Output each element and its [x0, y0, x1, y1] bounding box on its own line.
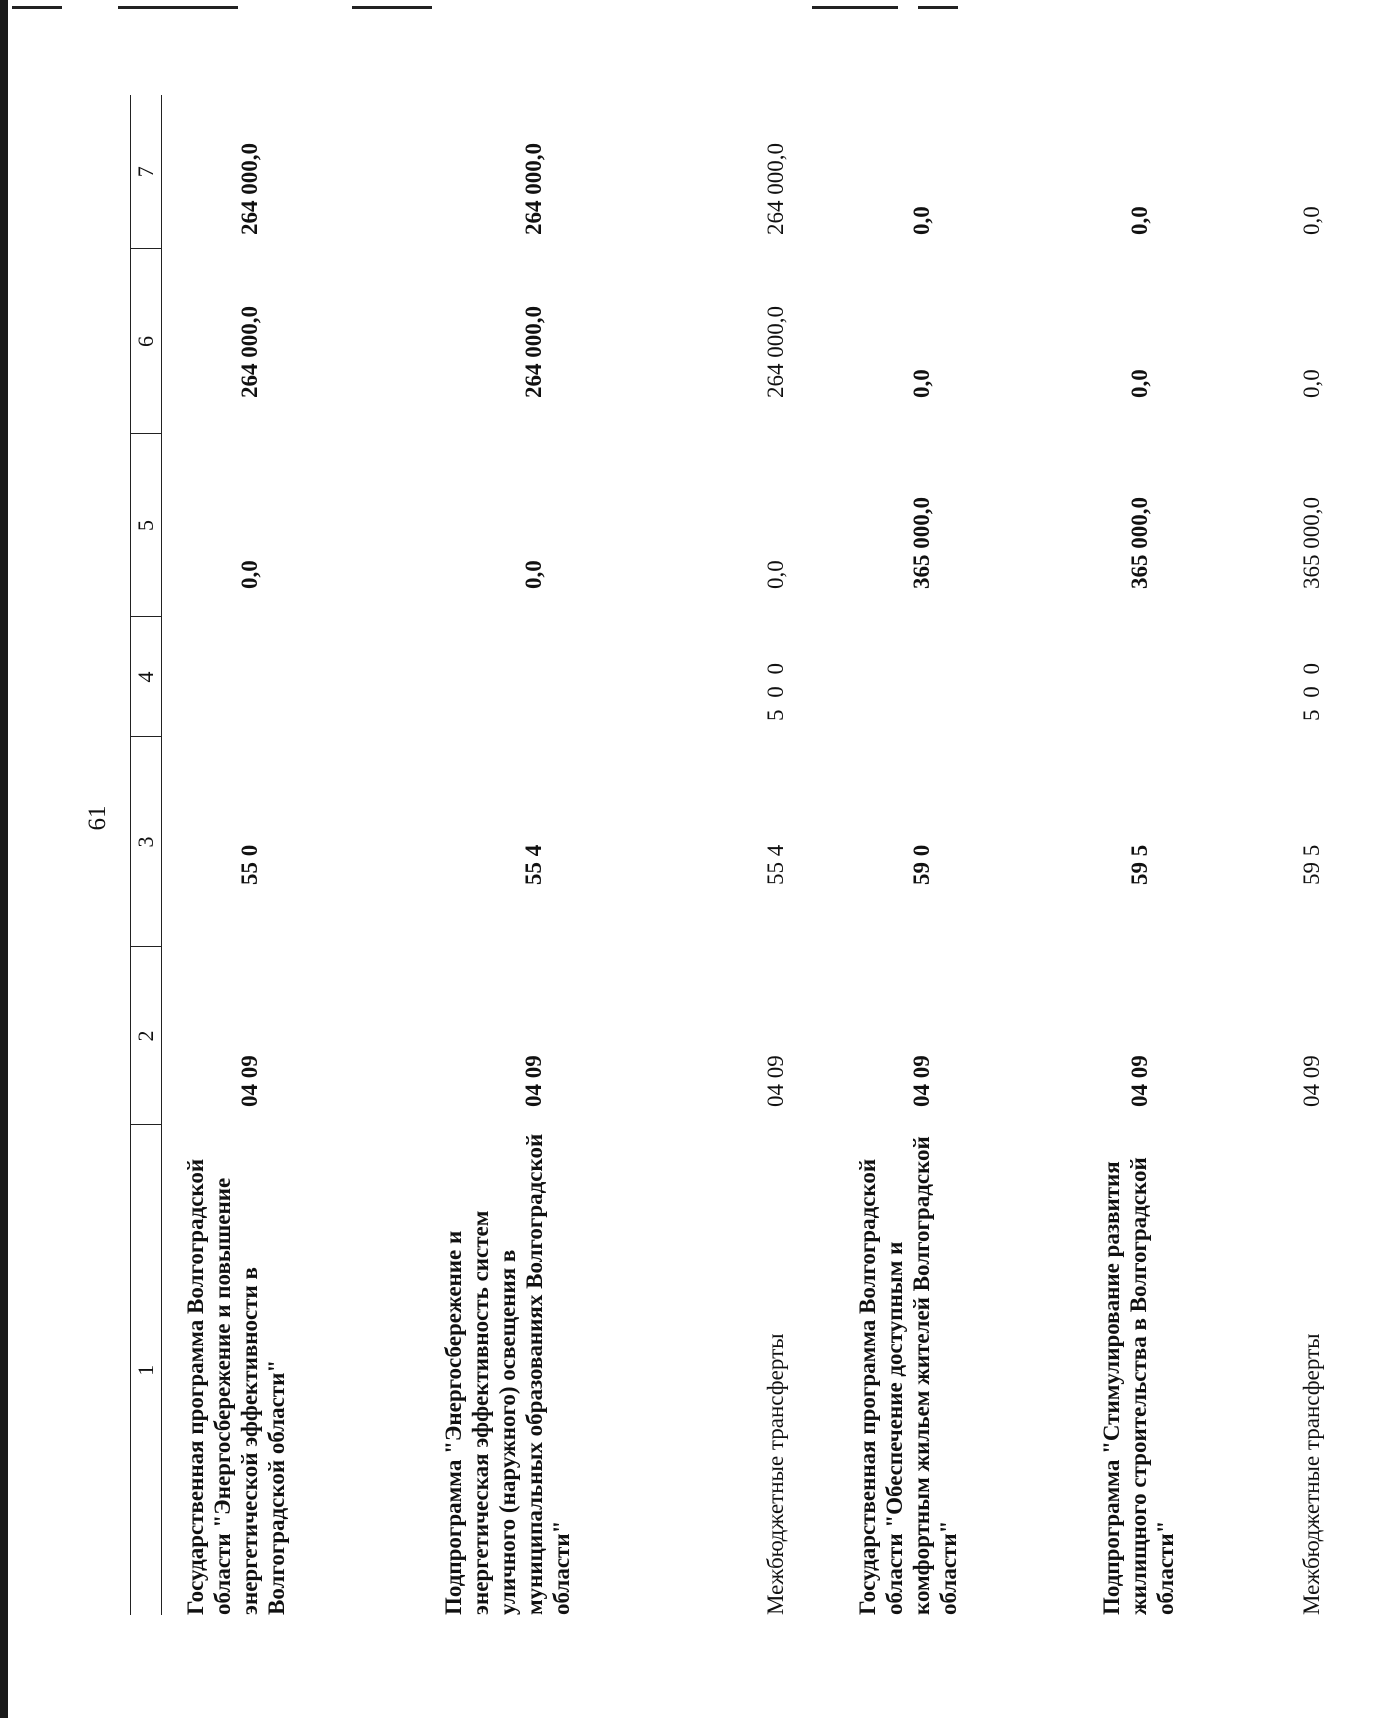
- amount-col5: 365 000,0: [909, 497, 934, 589]
- scan-top-line: [12, 6, 62, 9]
- rotated-document: [130, 95, 1324, 1615]
- amount-col7: 264 000,0: [521, 143, 546, 235]
- amount-col5: 0,0: [521, 560, 546, 589]
- table-row: [742, 95, 834, 1615]
- section-code: 04 09: [763, 1055, 788, 1107]
- table-row: [1278, 95, 1398, 1615]
- header-row: [131, 95, 162, 1615]
- expense-type: [162, 617, 421, 737]
- budget-table: [130, 95, 1398, 1615]
- table-row: [420, 95, 742, 1615]
- header-cell: 3: [131, 737, 162, 947]
- amount-col6: 0,0: [909, 369, 934, 398]
- target-code: 59 5: [1299, 844, 1324, 885]
- scan-top-line: [918, 6, 958, 9]
- amount-col7: 264 000,0: [237, 143, 262, 235]
- expense-type: 5 0 0: [1299, 660, 1324, 721]
- amount-col7: 264 000,0: [763, 143, 788, 235]
- table-row: [1078, 95, 1278, 1615]
- scan-top-line: [118, 6, 238, 9]
- header-cell: 6: [131, 249, 162, 434]
- expense-type: [834, 617, 1078, 737]
- target-code: 55 4: [521, 844, 546, 885]
- amount-col6: 264 000,0: [763, 306, 788, 398]
- row-name: Межбюджетные трансферты: [1299, 1333, 1324, 1615]
- section-code: 04 09: [1127, 1055, 1152, 1107]
- amount-col5: 365 000,0: [1299, 497, 1324, 589]
- section-code: 04 09: [909, 1055, 934, 1107]
- amount-col6: 264 000,0: [237, 306, 262, 398]
- scan-top-line: [352, 6, 432, 9]
- amount-col6: 0,0: [1127, 369, 1152, 398]
- amount-col6: 264 000,0: [521, 306, 546, 398]
- row-name: Государственная программа Волгоградской области "Обеспечение доступным и комфортным жильем жителей Волгоградской области": [855, 1136, 961, 1615]
- amount-col5: 0,0: [237, 560, 262, 589]
- header-cell: 4: [131, 617, 162, 737]
- table-row: [834, 95, 1078, 1615]
- page-number: 61: [84, 805, 111, 831]
- row-name: Подпрограмма "Стимулирование развития жилищного строительства в Волгоградской области": [1099, 1157, 1178, 1615]
- section-code: 04 09: [521, 1055, 546, 1107]
- header-cell: 1: [131, 1125, 162, 1615]
- expense-type: [420, 617, 742, 737]
- target-code: 55 0: [237, 844, 262, 885]
- amount-col6: 0,0: [1299, 369, 1324, 398]
- header-cell: 7: [131, 95, 162, 249]
- header-cell: 5: [131, 434, 162, 617]
- amount-col7: 0,0: [1299, 206, 1324, 235]
- header-cell: 2: [131, 947, 162, 1125]
- row-name: Подпрограмма "Энергосбережение и энергетическая эффективность систем уличного (наружного) освещения в муниципальных образованиях Волгоградской области": [441, 1133, 574, 1615]
- amount-col5: 365 000,0: [1127, 497, 1152, 589]
- section-code: 04 09: [1299, 1055, 1324, 1107]
- target-code: 59 0: [909, 844, 934, 885]
- amount-col7: 0,0: [1127, 206, 1152, 235]
- scan-left-edge: [0, 0, 8, 1718]
- expense-type: 5 0 0: [763, 660, 788, 721]
- section-code: 04 09: [237, 1055, 262, 1107]
- target-code: 59 5: [1127, 844, 1152, 885]
- expense-type: [1078, 617, 1278, 737]
- amount-col5: 0,0: [763, 560, 788, 589]
- row-name: Межбюджетные трансферты: [763, 1333, 788, 1615]
- scan-top-line: [812, 6, 898, 9]
- target-code: 55 4: [763, 844, 788, 885]
- table-row: [162, 95, 421, 1615]
- row-name: Государственная программа Волгоградской области "Энергосбережение и повышение энергетической эффективности в Волгоградской области": [183, 1158, 289, 1615]
- amount-col7: 0,0: [909, 206, 934, 235]
